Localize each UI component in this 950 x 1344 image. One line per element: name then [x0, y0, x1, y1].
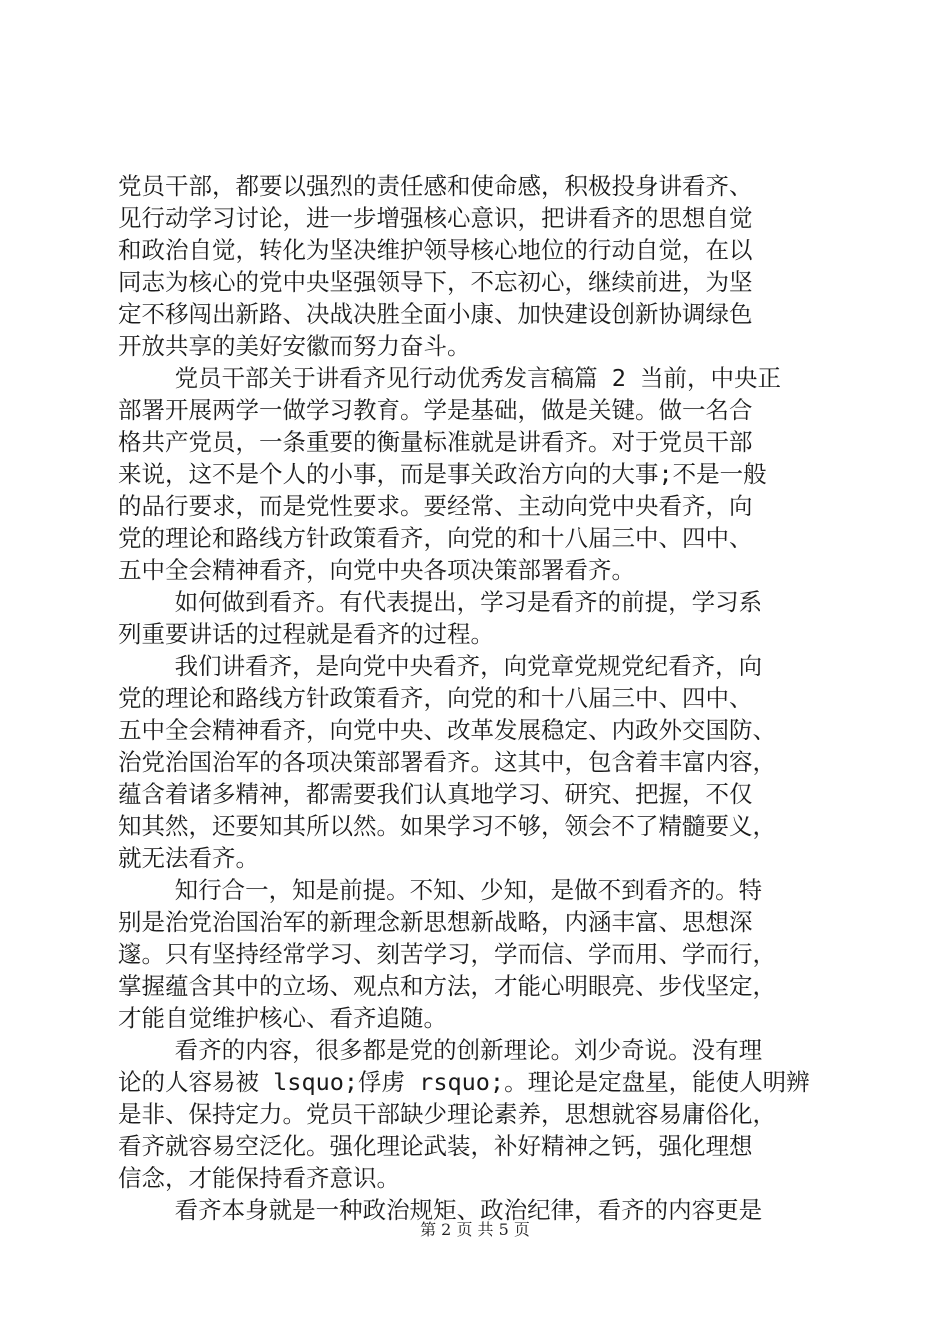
text-line: 才能自觉维护核心、看齐追随。 — [118, 1004, 447, 1032]
text-line: 蕴含着诸多精神，都需要我们认真地学习、研究、把握，不仅 — [118, 780, 753, 808]
text-line: 来说，这不是个人的小事，而是事关政治方向的大事;不是一般 — [118, 460, 767, 488]
text-line: 掌握蕴含其中的立场、观点和方法，才能心明眼亮、步伐坚定， — [118, 972, 776, 1000]
text-line: 党的理论和路线方针政策看齐，向党的和十八届三中、四中、 — [118, 684, 753, 712]
text-line: 看齐本身就是一种政治规矩、政治纪律，看齐的内容更是 — [118, 1196, 763, 1224]
text-line: 五中全会精神看齐，向党中央、改革发展稳定、内政外交国防、 — [118, 716, 776, 744]
text-line: 和政治自觉，转化为坚决维护领导核心地位的行动自觉，在以 — [118, 236, 753, 264]
text-line: 如何做到看齐。有代表提出，学习是看齐的前提，学习系 — [118, 588, 763, 616]
text-line: 看齐就容易空泛化。强化理论武装，补好精神之钙，强化理想 — [118, 1132, 753, 1160]
text-line: 是非、保持定力。党员干部缺少理论素养，思想就容易庸俗化， — [118, 1100, 776, 1128]
document-body — [118, 170, 838, 1226]
text-line: 定不移闯出新路、决战决胜全面小康、加快建设创新协调绿色 — [118, 300, 753, 328]
text-line: 党的理论和路线方针政策看齐，向党的和十八届三中、四中、 — [118, 524, 753, 552]
text-line: 邃。只有坚持经常学习、刻苦学习，学而信、学而用、学而行， — [118, 940, 776, 968]
text-line: 治党治国治军的各项决策部署看齐。这其中，包含着丰富内容， — [118, 748, 776, 776]
text-line: 党员干部关于讲看齐见行动优秀发言稿篇 2 当前，中央正 — [118, 364, 782, 392]
text-line: 同志为核心的党中央坚强领导下，不忘初心，继续前进，为坚 — [118, 268, 753, 296]
text-line: 五中全会精神看齐，向党中央各项决策部署看齐。 — [118, 556, 635, 584]
text-line: 格共产党员，一条重要的衡量标准就是讲看齐。对于党员干部 — [118, 428, 753, 456]
text-line: 知行合一，知是前提。不知、少知，是做不到看齐的。特 — [118, 876, 763, 904]
text-line: 的品行要求，而是党性要求。要经常、主动向党中央看齐，向 — [118, 492, 753, 520]
text-line: 党员干部，都要以强烈的责任感和使命感，积极投身讲看齐、 — [118, 172, 753, 200]
text-line: 论的人容易被 lsquo;俘虏 rsquo;。理论是定盘星，能使人明辨 — [118, 1068, 810, 1096]
text-line: 开放共享的美好安徽而努力奋斗。 — [118, 332, 471, 360]
text-line: 看齐的内容，很多都是党的创新理论。刘少奇说。没有理 — [118, 1036, 763, 1064]
text-line: 信念，才能保持看齐意识。 — [118, 1164, 400, 1192]
text-line: 别是治党治国治军的新理念新思想新战略，内涵丰富、思想深 — [118, 908, 753, 936]
text-line: 知其然，还要知其所以然。如果学习不够，领会不了精髓要义， — [118, 812, 776, 840]
text-line: 部署开展两学一做学习教育。学是基础，做是关键。做一名合 — [118, 396, 753, 424]
text-line: 我们讲看齐，是向党中央看齐，向党章党规党纪看齐，向 — [118, 652, 763, 680]
text-line: 见行动学习讨论，进一步增强核心意识，把讲看齐的思想自觉 — [118, 204, 753, 232]
text-line: 就无法看齐。 — [118, 844, 259, 872]
page-number: 第 2 页 共 5 页 — [420, 1220, 530, 1239]
text-line: 列重要讲话的过程就是看齐的过程。 — [118, 620, 494, 648]
